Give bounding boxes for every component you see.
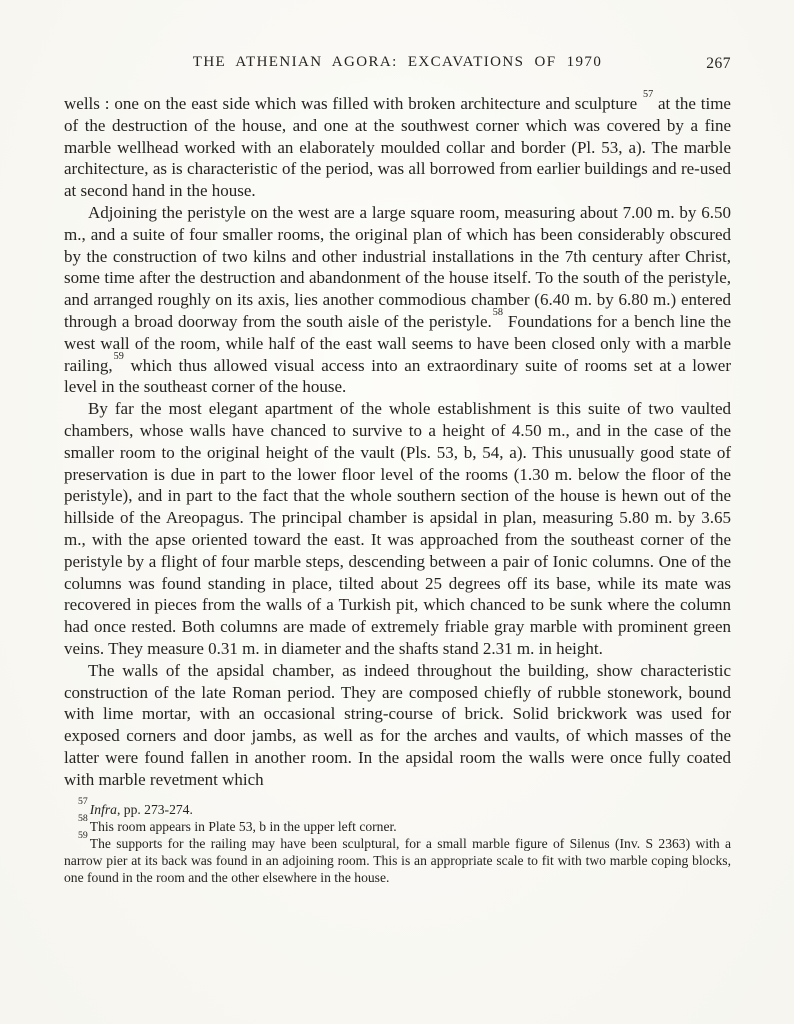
paragraph bbox=[64, 202, 731, 398]
article-body bbox=[64, 89, 731, 791]
text-run: The walls of the apsidal chamber, as indeed throughout the building, show characteristic construction of the late Roman period. They are composed chiefly of rubble stonework, bound with lime mortar, with an occasional string-course of brick. Solid brickwork was used for exposed corners and door jambs, as well as for the arches and vaults, of which masses of the latter were found fallen in another room. In the apsidal room the walls were once fully coated with marble revetment which bbox=[64, 660, 731, 789]
text-run: which thus allowed visual access into an extraordinary suite of rooms set at a lower level in the southeast corner of the house. bbox=[64, 355, 731, 397]
text-run: , pp. 273-274. bbox=[116, 801, 193, 817]
text-run: This room appears in Plate 53, b in the upper left corner. bbox=[89, 818, 397, 834]
text-run: The supports for the railing may have been sculptural, for a small marble figure of Silenus (Inv. S 2363) with a narrow pier at its back was found in an adjoining room. This is an appropriate scale to fit with two marble coping blocks, one found in the room and the other elsewhere in the house. bbox=[64, 835, 731, 885]
paragraph bbox=[64, 89, 731, 202]
footnote-ref: 58 bbox=[492, 307, 503, 319]
paragraph bbox=[64, 398, 731, 660]
paragraph bbox=[64, 660, 731, 791]
footnote bbox=[64, 829, 731, 886]
text-run: at the time of the destruction of the house, and one at the southwest corner which was covered by a fine marble wellhead worked with an elaborately moulded collar and border (Pl. 53, a). The marble architecture, as is characteristic of the period, was all borrowed from earlier buildings and re-used at second hand in the house. bbox=[64, 94, 731, 201]
footnote-number: 57 bbox=[78, 795, 88, 807]
text-run: By far the most elegant apartment of the whole establishment is this suite of two vaulted chambers, whose walls have chanced to survive to a height of 4.50 m., and in the case of the smaller room to the original height of the vault (Pls. 53, b, 54, a). This unusually good state of preservation is due in part to the lower floor level of the rooms (1.30 m. below the floor of the peristyle), and in part to the fact that the whole southern section of the house is hewn out of the hillside of the Areopagus. The principal chamber is apsidal in plan, measuring 5.80 m. by 3.65 m., with the apse oriented toward the east. It was approached from the southeast corner of the peristyle by a flight of four marble steps, descending between a pair of Ionic columns. One of the columns was found standing in place, tilted about 25 degrees off its base, while its mate was recovered in pieces from the walls of a Turkish pit, which chanced to be sunk where the column had once rested. Both columns are made of extremely friable gray marble with prominent green veins. They measure 0.31 m. in diameter and the shafts stand 2.31 m. in height. bbox=[64, 399, 731, 658]
footnotes bbox=[64, 795, 731, 886]
footnote-number: 58 bbox=[78, 812, 88, 824]
footnote-ref: 57 bbox=[642, 89, 654, 101]
footnote-ref: 59 bbox=[113, 350, 124, 362]
text-run: wells : one on the east side which was filled with broken architecture and sculpture bbox=[64, 94, 642, 113]
footnote-number: 59 bbox=[78, 829, 88, 841]
page-number: 267 bbox=[706, 55, 731, 72]
footnote bbox=[64, 795, 731, 818]
italic-text: Infra bbox=[89, 801, 117, 817]
text-run: Adjoining the peristyle on the west are a large square room, measuring about 7.00 m. by 6.50 m., and a suite of four smaller rooms, the original plan of which has been considerably obscured by the construction of two kilns and other industrial installations in the 7th century after Christ, some time after the destruction and abandonment of the house itself. To the south of the peristyle, and arranged roughly on its axis, lies another commodious chamber (6.40 m. by 6.80 m.) entered through a broad doorway from the south aisle of the peristyle. bbox=[64, 202, 731, 331]
footnote bbox=[64, 812, 731, 835]
running-head: THE ATHENIAN AGORA: EXCAVATIONS OF 1970 bbox=[192, 54, 603, 70]
text-run: Foundations for a bench line the west wall of the room, while half of the east wall seems to have been closed only with a marble railing, bbox=[64, 311, 731, 375]
page-header bbox=[64, 54, 731, 74]
